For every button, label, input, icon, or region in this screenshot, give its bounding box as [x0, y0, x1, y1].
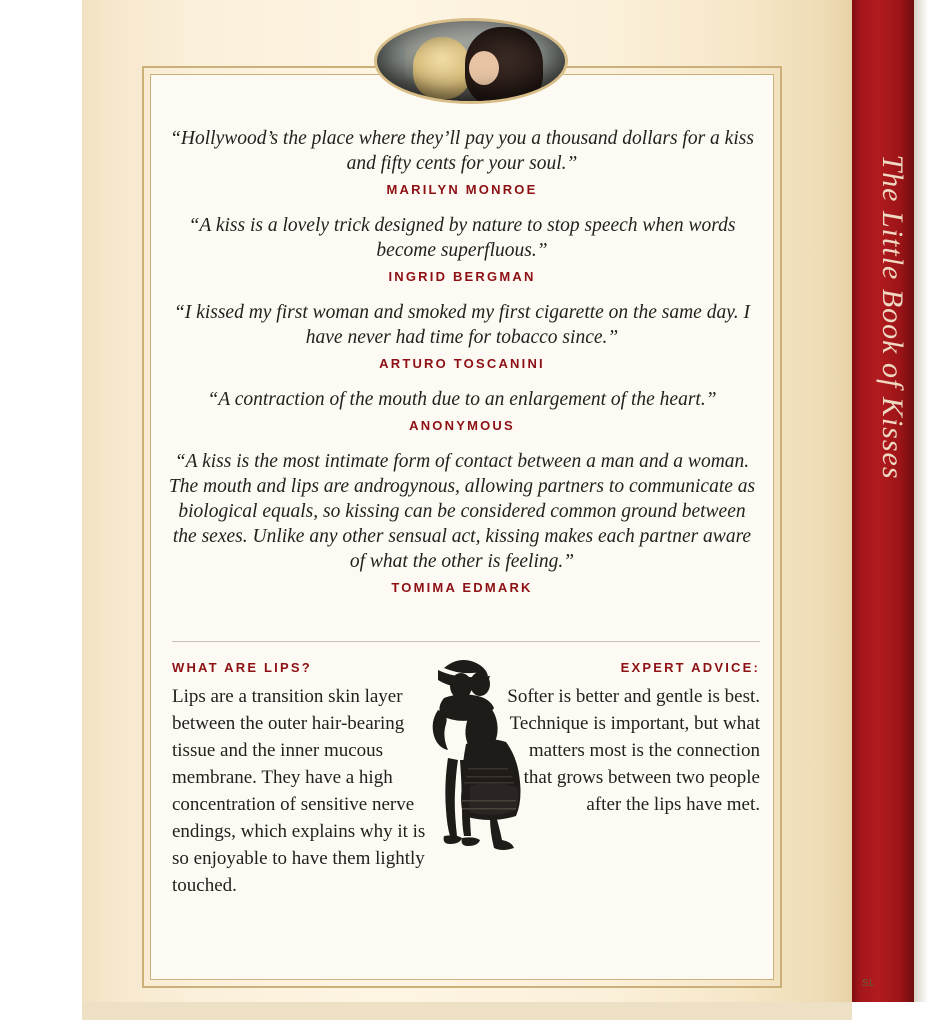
section-heading-right: EXPERT ADVICE: — [620, 660, 760, 675]
quote-item — [166, 387, 758, 433]
section-heading-left: WHAT ARE LIPS? — [172, 660, 312, 675]
cover-bottom-edge — [82, 1002, 852, 1020]
section-body-left: Lips are a transition skin layer between the outer hair-bearing tissue and the inner mucous membrane. They have a high concentration of sensitive nerve endings, which explains why it is so enjoyable to have them lightly touched. — [172, 686, 426, 896]
oval-photo — [374, 18, 568, 104]
couple-engraving-illustration — [404, 648, 540, 880]
quote-item — [166, 126, 758, 197]
book-spine — [852, 0, 914, 1002]
quote-author: TOMIMA EDMARK — [391, 580, 533, 595]
quote-text: “A kiss is the most intimate form of contact between a man and a woman. The mouth and lips are androgynous, allowing partners to communicate as biological equals, so kissing can be considered common ground between the sexes. Unlike any other sensual act, kissing makes each partner aware of what the other is feeling.” — [168, 451, 756, 572]
quotes-list — [166, 126, 758, 611]
section-divider — [172, 641, 760, 642]
quote-author: ARTURO TOSCANINI — [379, 356, 545, 371]
quote-text: “I kissed my first woman and smoked my first cigarette on the same day. I have never had time for tobacco since.” — [173, 302, 751, 348]
quote-author: MARILYN MONROE — [386, 182, 538, 197]
section-body-right: Softer is better and gentle is best. Technique is important, but what matters most is the connection that grows between two people after the lips have met. — [507, 686, 760, 815]
spine-footer-text: SL — [862, 978, 876, 989]
quote-author: INGRID BERGMAN — [388, 269, 536, 284]
spine-shadow — [914, 0, 928, 1002]
quote-item — [166, 213, 758, 284]
spine-title: The Little Book of Kisses — [876, 154, 909, 480]
photo-vignette — [377, 21, 565, 101]
quote-author: ANONYMOUS — [409, 418, 515, 433]
quote-text: “A kiss is a lovely trick designed by nature to stop speech when words become superfluous.” — [188, 215, 736, 261]
quote-item — [166, 300, 758, 371]
quote-text: “Hollywood’s the place where they’ll pay you a thousand dollars for a kiss and fifty cents for your soul.” — [170, 128, 754, 174]
quote-text: “A contraction of the mouth due to an enlargement of the heart.” — [207, 389, 717, 410]
quote-item — [166, 449, 758, 595]
